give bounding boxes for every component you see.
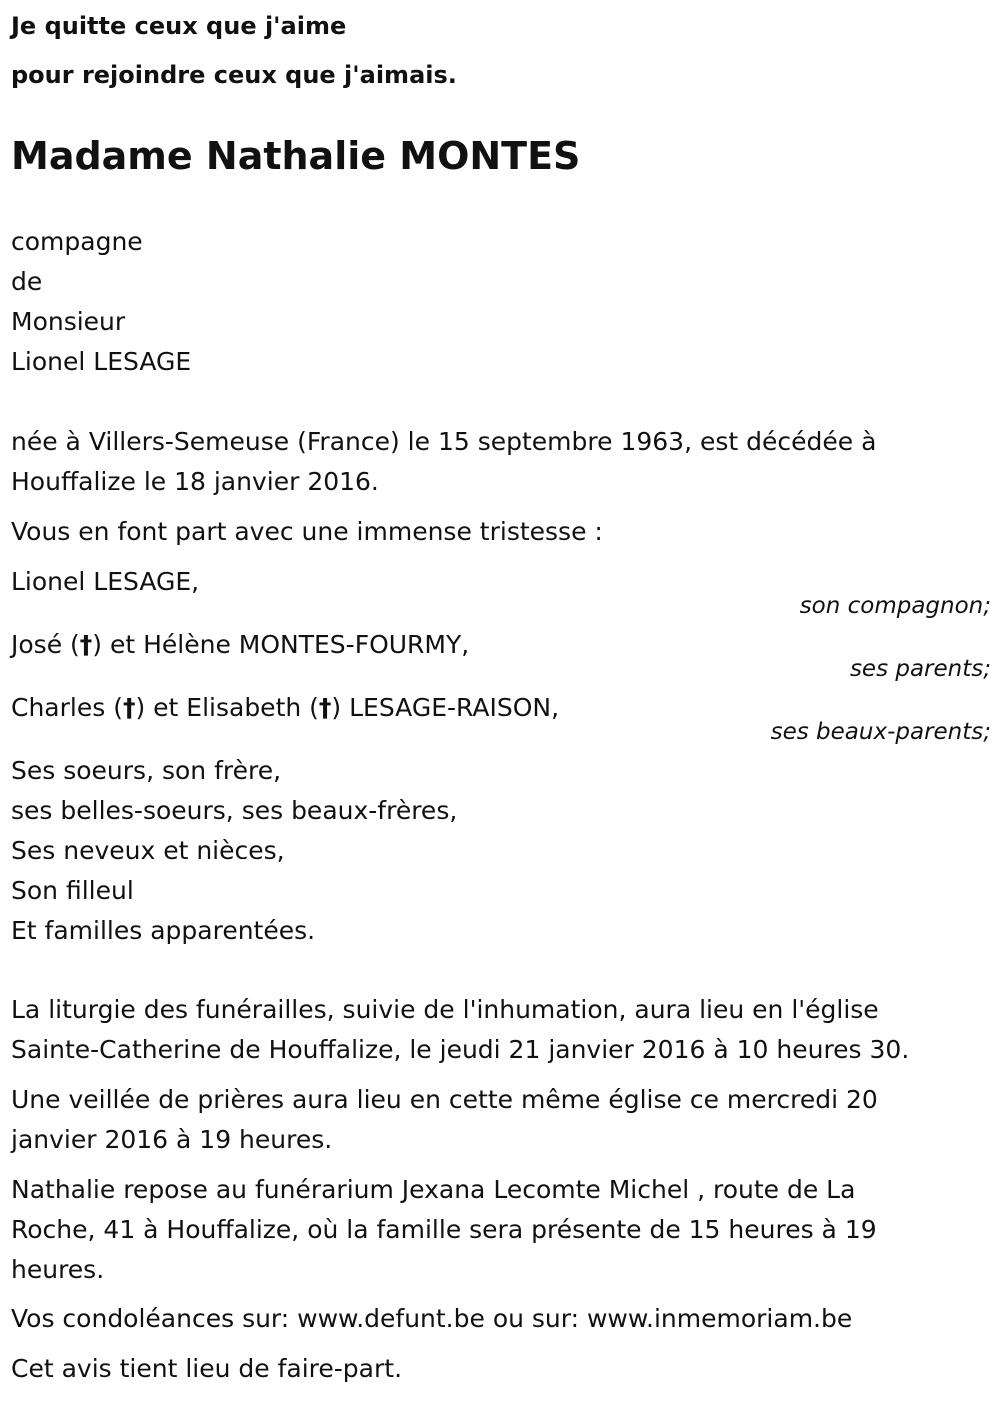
family-entry: [11, 625, 991, 682]
birth-death-line: Houffalize le 18 janvier 2016.: [11, 467, 379, 496]
cross-icon: †: [79, 630, 93, 659]
birth-death-paragraph: [11, 422, 991, 502]
funeral-line: La liturgie des funérailles, suivie de l'inhumation, aura lieu en l'église: [11, 995, 879, 1024]
funerarium-line: Roche, 41 à Houffalize, où la famille sera présente de 15 heures à 19: [11, 1215, 877, 1244]
relatives-line: Son filleul: [11, 876, 134, 905]
birth-death-line: née à Villers-Semeuse (France) le 15 septembre 1963, est décédée à: [11, 427, 877, 456]
relatives-block: [11, 751, 991, 951]
family-entry: [11, 562, 991, 619]
family-relation: ses parents;: [849, 656, 991, 682]
companion-line: de: [11, 267, 43, 296]
companion-line: Lionel LESAGE: [11, 347, 192, 376]
companion-block: [11, 222, 991, 382]
relatives-line: ses belles-soeurs, ses beaux-frères,: [11, 796, 458, 825]
family-member: Lionel LESAGE,: [11, 567, 200, 596]
announcement: Vous en font part avec une immense tristesse :: [11, 517, 603, 546]
companion-line: compagne: [11, 227, 143, 256]
cross-icon: †: [318, 693, 332, 722]
relatives-line: Ses neveux et nièces,: [11, 836, 285, 865]
funeral-line: Sainte-Catherine de Houffalize, le jeudi 21 janvier 2016 à 10 heures 30.: [11, 1035, 910, 1064]
condolences-line: Vos condoléances sur: www.defunt.be ou sur: www.inmemoriam.be: [11, 1304, 853, 1333]
family-relation: ses beaux-parents;: [770, 719, 991, 745]
vigil-line: janvier 2016 à 19 heures.: [11, 1125, 333, 1154]
vigil-line: Une veillée de prières aura lieu en cette même église ce mercredi 20: [11, 1085, 878, 1114]
relatives-line: Et familles apparentées.: [11, 916, 316, 945]
quote-line-2: pour rejoindre ceux que j'aimais.: [11, 61, 457, 89]
vigil-paragraph: [11, 1080, 991, 1160]
funerarium-line: Nathalie repose au funérarium Jexana Lecomte Michel , route de La: [11, 1175, 856, 1204]
family-member: José (†) et Hélène MONTES-FOURMY,: [11, 630, 470, 659]
funeral-paragraph: [11, 990, 991, 1070]
family-member: Charles (†) et Elisabeth (†) LESAGE-RAISON,: [11, 693, 560, 722]
deceased-name: Madame Nathalie MONTES: [11, 134, 581, 178]
cross-icon: †: [122, 693, 136, 722]
closing-line: Cet avis tient lieu de faire-part.: [11, 1354, 403, 1383]
relatives-line: Ses soeurs, son frère,: [11, 756, 282, 785]
family-relation: son compagnon;: [799, 593, 991, 619]
funerarium-paragraph: [11, 1170, 991, 1290]
quote-line-1: Je quitte ceux que j'aime: [11, 12, 347, 40]
funerarium-line: heures.: [11, 1255, 105, 1284]
family-entry: [11, 688, 991, 745]
companion-line: Monsieur: [11, 307, 126, 336]
